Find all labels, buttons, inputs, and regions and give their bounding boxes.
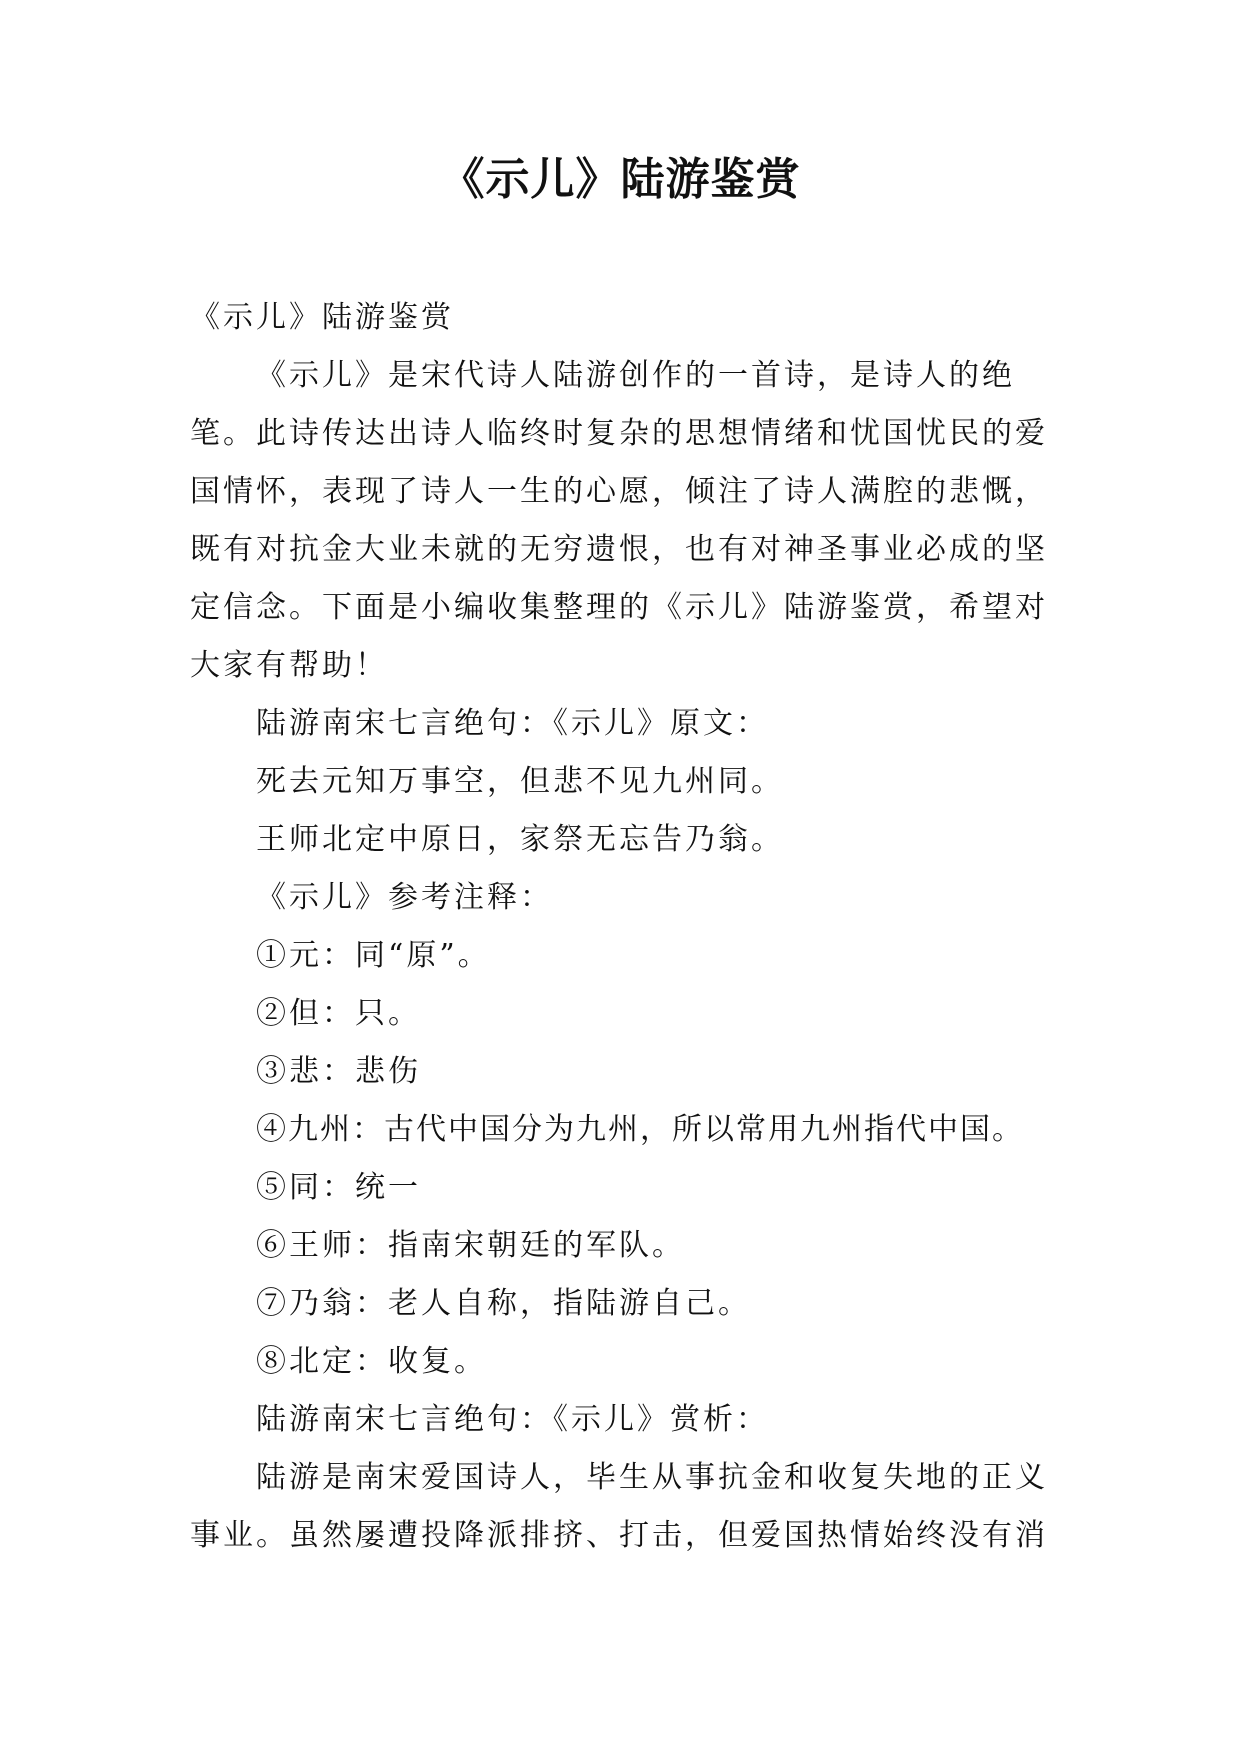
note-item: ⑦乃翁：老人自称，指陆游自己。 [256, 1286, 751, 1321]
note-item: ⑥王师：指南宋朝廷的军队。 [256, 1228, 685, 1263]
document-body [190, 289, 1050, 1565]
note-item: ②但：只。 [256, 996, 421, 1031]
subtitle: 《示儿》陆游鉴赏 [190, 300, 454, 335]
poem-line-2: 王师北定中原日，家祭无忘告乃翁。 [256, 822, 784, 857]
note-item: ③悲：悲伤 [256, 1054, 421, 1089]
intro-paragraph: 《示儿》是宋代诗人陆游创作的一首诗，是诗人的绝笔。此诗传达出诗人临终时复杂的思想情绪和忧国忧民的爱国情怀，表现了诗人一生的心愿，倾注了诗人满腔的悲慨，既有对抗金大业未就的无穷遗恨，也有对神圣事业必成的坚定信念。下面是小编收集整理的《示儿》陆游鉴赏，希望对大家有帮助！ [190, 358, 1048, 683]
analysis-heading: 陆游南宋七言绝句：《示儿》赏析： [256, 1402, 769, 1437]
note-item: ①元：同“原”。 [256, 938, 491, 973]
original-heading: 陆游南宋七言绝句：《示儿》原文： [256, 706, 769, 741]
note-item: ⑧北定：收复。 [256, 1344, 487, 1379]
notes-heading: 《示儿》参考注释： [256, 880, 553, 915]
note-item: ⑤同：统一 [256, 1170, 421, 1205]
analysis-paragraph: 陆游是南宋爱国诗人，毕生从事抗金和收复失地的正义事业。虽然屡遭投降派排挤、打击，但爱国热情始终没有消 [190, 1460, 1048, 1553]
poem-line-1: 死去元知万事空，但悲不见九州同。 [256, 764, 784, 799]
note-item: ④九州：古代中国分为九州，所以常用九州指代中国。 [256, 1112, 1024, 1147]
document-title: 《示儿》陆游鉴赏 [440, 154, 801, 205]
